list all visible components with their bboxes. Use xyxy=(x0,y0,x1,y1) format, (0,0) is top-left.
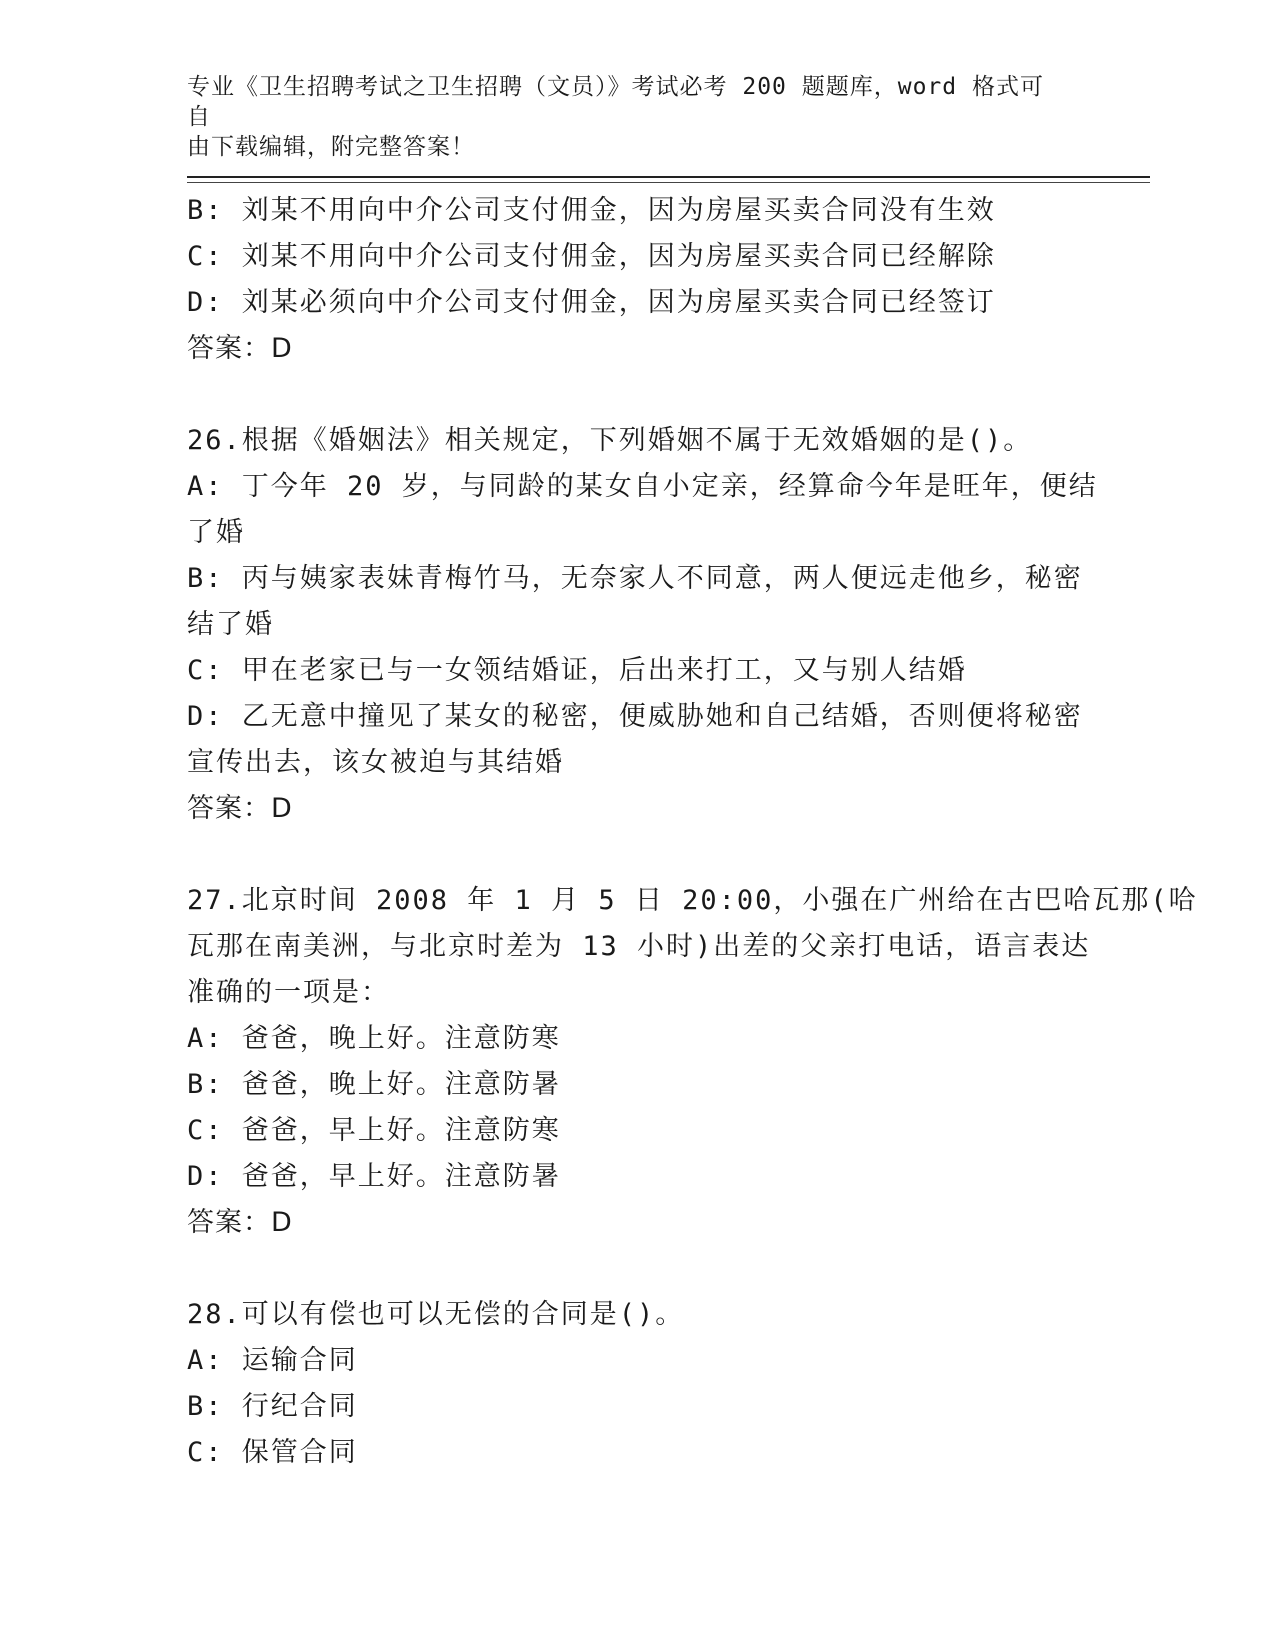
q26-option-d-line-2: 宣传出去，该女被迫与其结婚 xyxy=(187,747,564,778)
q26-stem: 26.根据《婚姻法》相关规定，下列婚姻不属于无效婚姻的是()。 xyxy=(187,425,1033,456)
q26-option-d-line-1: D: 乙无意中撞见了某女的秘密，便威胁她和自己结婚，否则便将秘密 xyxy=(187,701,1083,732)
q28-stem: 28.可以有偿也可以无偿的合同是()。 xyxy=(187,1299,685,1330)
header-line-1: 专业《卫生招聘考试之卫生招聘（文员）》考试必考 200 题题库，word 格式可自 xyxy=(187,74,1044,130)
spacer xyxy=(187,1246,1087,1292)
question-list xyxy=(187,188,1198,1476)
q26-answer: 答案：D xyxy=(187,793,293,824)
q27-option-b: B: 爸爸，晚上好。注意防暑 xyxy=(187,1069,561,1100)
q27-option-a: A: 爸爸，晚上好。注意防寒 xyxy=(187,1023,561,1054)
q27-stem-line-3: 准确的一项是： xyxy=(187,977,390,1008)
q26-option-a-line-2: 了婚 xyxy=(187,517,245,548)
q27-stem-line-2: 瓦那在南美洲，与北京时差为 13 小时)出差的父亲打电话，语言表达 xyxy=(187,931,1091,962)
document-header xyxy=(187,72,1067,162)
spacer xyxy=(187,832,1087,878)
q26-option-c: C: 甲在老家已与一女领结婚证，后出来打工，又与别人结婚 xyxy=(187,655,967,686)
q28-option-c: C: 保管合同 xyxy=(187,1437,358,1468)
q25-option-c: C: 刘某不用向中介公司支付佣金，因为房屋买卖合同已经解除 xyxy=(187,241,996,272)
q25-answer: 答案：D xyxy=(187,333,293,364)
q27-option-d: D: 爸爸，早上好。注意防暑 xyxy=(187,1161,561,1192)
header-divider-thin xyxy=(187,182,1150,183)
header-divider-thick xyxy=(187,176,1150,178)
q27-answer: 答案：D xyxy=(187,1207,293,1238)
q25-option-b: B: 刘某不用向中介公司支付佣金，因为房屋买卖合同没有生效 xyxy=(187,195,996,226)
q26-option-a-line-1: A: 丁今年 20 岁，与同龄的某女自小定亲，经算命今年是旺年，便结 xyxy=(187,471,1098,502)
q26-option-b-line-1: B: 丙与姨家表妹青梅竹马，无奈家人不同意，两人便远走他乡，秘密 xyxy=(187,563,1083,594)
q25-option-d: D: 刘某必须向中介公司支付佣金，因为房屋买卖合同已经签订 xyxy=(187,287,996,318)
q28-option-a: A: 运输合同 xyxy=(187,1345,358,1376)
q27-option-c: C: 爸爸，早上好。注意防寒 xyxy=(187,1115,561,1146)
header-line-2: 由下载编辑，附完整答案！ xyxy=(187,134,475,160)
q28-option-b: B: 行纪合同 xyxy=(187,1391,358,1422)
q27-stem-line-1: 27.北京时间 2008 年 1 月 5 日 20:00，小强在广州给在古巴哈瓦那(哈 xyxy=(187,885,1198,916)
spacer xyxy=(187,372,1087,418)
q26-option-b-line-2: 结了婚 xyxy=(187,609,274,640)
